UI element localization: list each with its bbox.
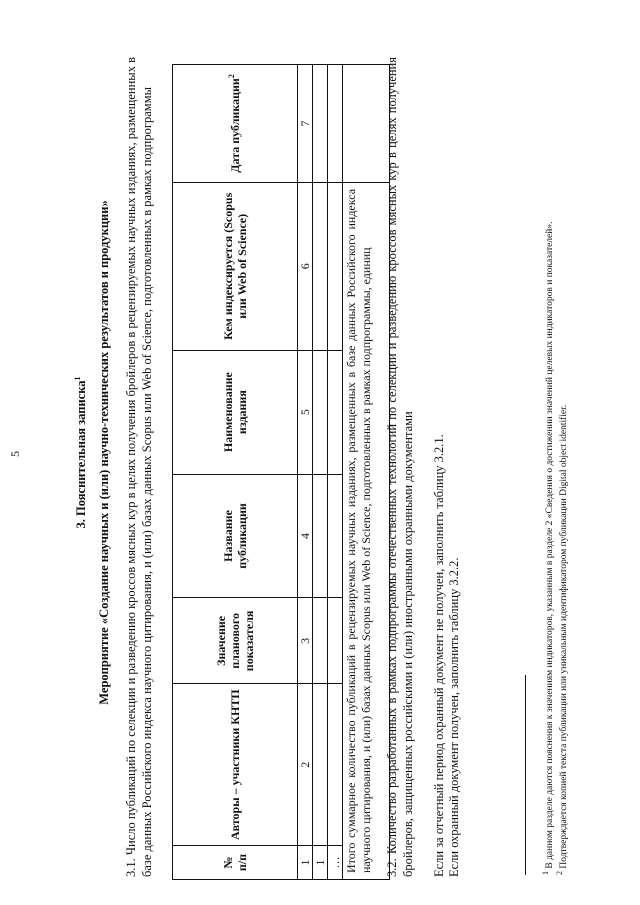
table-row: [313, 65, 328, 880]
table-cell: [328, 182, 343, 350]
footnote-ref-2: 2: [227, 74, 236, 79]
total-label: Итого суммарное количество публикаций в рецензируемых научных изданиях, размещенных в базе данных Российского индекса научного цитирования, и (или) базах данных Scopus или Web of Science, подготовленных в рамках подпрограммы, единиц: [343, 182, 390, 879]
paragraph-3-2: 3.2. Количество разработанных в рамках подпрограммы отечественных технологий по селекции и разведению кроссов мясных кур в целях получения бройлеров, защищенных российскими и (или) иностранными охранными документами: [385, 57, 415, 877]
event-title: Мероприятие «Создание научных и (или) научно-технических результатов и продукции»: [97, 200, 111, 705]
total-value: [343, 65, 390, 183]
column-number: 5: [298, 350, 313, 474]
footnote-divider: [525, 675, 526, 875]
header-cell: Дата публикации$^2$: [173, 65, 298, 183]
table-row: [328, 65, 343, 880]
table-cell: [328, 684, 343, 846]
table-cell: …: [328, 846, 343, 880]
column-number: 6: [298, 182, 313, 350]
footnote-1: $^1$ В данном разделе даются пояснения к значениям индикаторов, указанным в разделе 2 «Сведения о достижении значений целевых индикаторов и показателей».: [540, 221, 555, 875]
section-title: [74, 0, 89, 905]
table-cell: [313, 598, 328, 684]
header-cell: Значение планового показателя: [173, 598, 298, 684]
section-title-text: 3. Пояснительная записка: [74, 380, 88, 529]
column-number: 4: [298, 474, 313, 598]
header-cell: № п/п: [173, 846, 298, 880]
table-cell: [313, 350, 328, 474]
table-cell: [313, 684, 328, 846]
table-cell: 1: [313, 846, 328, 880]
column-number: 3: [298, 598, 313, 684]
table-cell: [328, 65, 343, 183]
header-cell: Кем индексируется (Scopus или Web of Science): [173, 182, 298, 350]
instruction-received: Если охранный документ получен, заполнить таблицу 3.2.2.: [447, 557, 461, 877]
column-number-row: [298, 65, 313, 880]
table-cell: [313, 182, 328, 350]
column-number: 7: [298, 65, 313, 183]
header-cell: Авторы – участники КНТП: [173, 684, 298, 846]
instruction-not-received: Если за отчетный период охранный документ не получен, заполнить таблицу 3.2.1.: [432, 434, 446, 877]
footnote-2: $^2$ Подтверждается копией текста публикации или уникальным идентификатором публикации Digital object identifier.: [554, 404, 569, 875]
table-cell: [328, 474, 343, 598]
total-row: [343, 65, 390, 880]
footnote-ref-1: 1: [72, 376, 82, 381]
paragraph-3-1: 3.1. Число публикаций по селекции и разведению кроссов мясных кур в целях получения бройлеров в рецензируемых научных изданиях, размещенных в базе данных Российского индекса научного цитирования, и (или) базах данных Scopus или Web of Science, подготовленных в рамках подпрограммы: [124, 57, 154, 877]
table-header-row: [173, 65, 298, 880]
table-cell: [328, 350, 343, 474]
table-cell: [313, 474, 328, 598]
column-number: 2: [298, 684, 313, 846]
header-cell: Наименование издания: [173, 350, 298, 474]
table-cell: [313, 65, 328, 183]
publications-table: [172, 64, 390, 880]
header-cell: Название публикации: [173, 474, 298, 598]
table-cell: [328, 598, 343, 684]
page-number: 5: [8, 451, 22, 457]
column-number: 1: [298, 846, 313, 880]
